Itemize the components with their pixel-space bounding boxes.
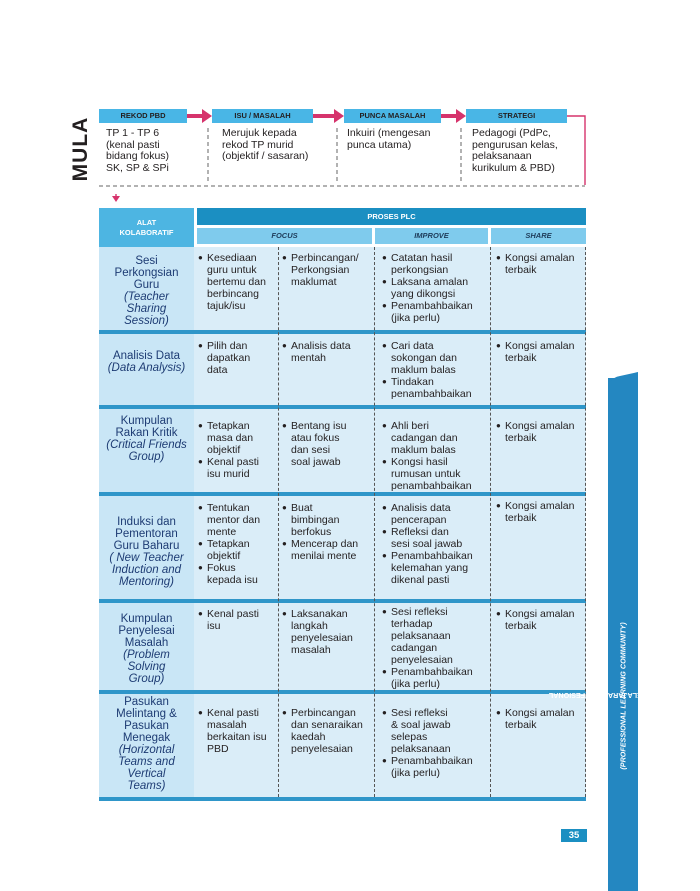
row-divider-5 [99, 690, 586, 694]
flow-text-isu-masalah: Merujuk kepada rekod TP murid (objektif / sasaran) [222, 127, 309, 162]
arrow-3-shaft [441, 114, 457, 118]
row-divider-6 [99, 797, 586, 801]
arrow-2-head [334, 109, 344, 123]
row-divider-1 [99, 330, 586, 334]
row6-improve: ● Sesi refleksi & soal jawab selepas pelaksanaan ● Penambahbaikan (jika perlu) [382, 707, 490, 779]
col-divider-share [490, 247, 491, 797]
row4-focus-b: ● Buat bimbingan berfokus ● Mencerap dan menilai mente [282, 502, 374, 562]
row4-focus-a: ● Tentukan mentor dan mente ● Tetapkan objektif ● Fokus kepada isu [198, 502, 278, 586]
row-name-3: Kumpulan Rakan Kritik (Critical Friends Group) [106, 415, 187, 463]
arrow-1-shaft [187, 114, 203, 118]
row1-focus-a: ● Kesediaan guru untuk bertemu dan berbincang tajuk/isu [198, 252, 278, 312]
return-line-right [567, 116, 585, 185]
row-divider-4 [99, 599, 586, 603]
mula-label: MULA [69, 116, 92, 182]
row4-share: ● Kongsi amalan terbaik [496, 500, 586, 524]
row6-share: ● Kongsi amalan terbaik [496, 707, 586, 731]
row6-focus-a: ● Kenal pasti masalah berkaitan isu PBD [198, 707, 278, 755]
row-name-2: Analisis Data (Data Analysis) [107, 350, 186, 374]
improve-header: IMPROVE [375, 228, 488, 244]
flow-text-strategi: Pedagogi (PdPc, pengurusan kelas, pelaksanaan kurikulum & PBD) [472, 127, 558, 174]
flow-header-isu-masalah: ISU / MASALAH [212, 109, 313, 123]
focus-header: FOCUS [197, 228, 372, 244]
row-divider-3 [99, 492, 586, 496]
row1-improve: ● Catatan hasil perkongsian ● Laksana amalan yang dikongsi ● Penambahbaikan (jika perlu) [382, 252, 490, 324]
row5-focus-a: ● Kenal pasti isu [198, 608, 278, 632]
proses-plc-header: PROSES PLC [197, 208, 586, 225]
return-arrowhead [112, 196, 120, 202]
row-name-5: Kumpulan Penyelesai Masalah (Problem Solving Group) [118, 613, 175, 685]
row3-improve: ● Ahli beri cadangan dan maklum balas ● Kongsi hasil rumusan untuk penambahbaikan [382, 420, 490, 492]
col-divider-improve [374, 247, 375, 797]
row2-focus-a: ● Pilih dan dapatkan data [198, 340, 278, 376]
row5-improve: ● Sesi refleksi terhadap pelaksanaan cadangan penyelesaian ● Penambahbaikan (jika perlu) [382, 606, 490, 690]
row2-improve: ● Cari data sokongan dan maklum balas ● Tindakan penambahbaikan [382, 340, 490, 400]
flow-header-rekod-pbd: REKOD PBD [99, 109, 187, 123]
row-divider-2 [99, 405, 586, 409]
flow-header-punca-masalah: PUNCA MASALAH [344, 109, 441, 123]
row-name-4: Induksi dan Pementoran Guru Baharu ( New Teacher Induction and Mentoring) [109, 516, 184, 588]
row-name-1: Sesi Perkongsian Guru (Teacher Sharing Session) [114, 255, 179, 327]
flow-text-punca-masalah: Inkuiri (mengesan punca utama) [347, 127, 431, 151]
row5-share: ● Kongsi amalan terbaik [496, 608, 586, 632]
arrow-2-shaft [313, 114, 335, 118]
row5-focus-b: ● Laksanakan langkah penyelesaian masalah [282, 608, 374, 656]
col-divider-focus [278, 247, 279, 797]
page-number: 35 [561, 829, 587, 842]
flow-header-strategi: STRATEGI [466, 109, 567, 123]
flow-text-rekod-pbd: TP 1 - TP 6 (kenal pasti bidang fokus) SK, SP & SPi [106, 127, 170, 174]
arrow-1-head [202, 109, 212, 123]
row6-focus-b: ● Perbincangan dan senaraikan kaedah penyelesaian [282, 707, 374, 755]
row-name-6: Pasukan Melintang & Pasukan Menegak (Horizontal Teams and Vertical Teams) [116, 696, 177, 792]
side-tab-label: KOMUNITI PEMBELAJARAN PROFESIONAL (PROFESSIONAL LEARNING COMMUNITY) [548, 622, 700, 770]
share-header: SHARE [491, 228, 586, 244]
alat-kolaboratif-header: ALAT KOLABORATIF [99, 208, 194, 247]
row2-focus-b: ● Analisis data mentah [282, 340, 374, 364]
row4-improve: ● Analisis data pencerapan ● Refleksi dan sesi soal jawab ● Penambahbaikan kelemahan yang dikenal pasti [382, 502, 490, 586]
row1-share: ● Kongsi amalan terbaik [496, 252, 586, 276]
row3-focus-a: ● Tetapkan masa dan objektif ● Kenal pasti isu murid [198, 420, 278, 480]
row2-share: ● Kongsi amalan terbaik [496, 340, 586, 364]
row3-share: ● Kongsi amalan terbaik [496, 420, 586, 444]
row1-focus-b: ● Perbincangan/ Perkongsian maklumat [282, 252, 374, 288]
row3-focus-b: ● Bentang isu atau fokus dan sesi soal jawab [282, 420, 374, 468]
arrow-3-head [456, 109, 466, 123]
